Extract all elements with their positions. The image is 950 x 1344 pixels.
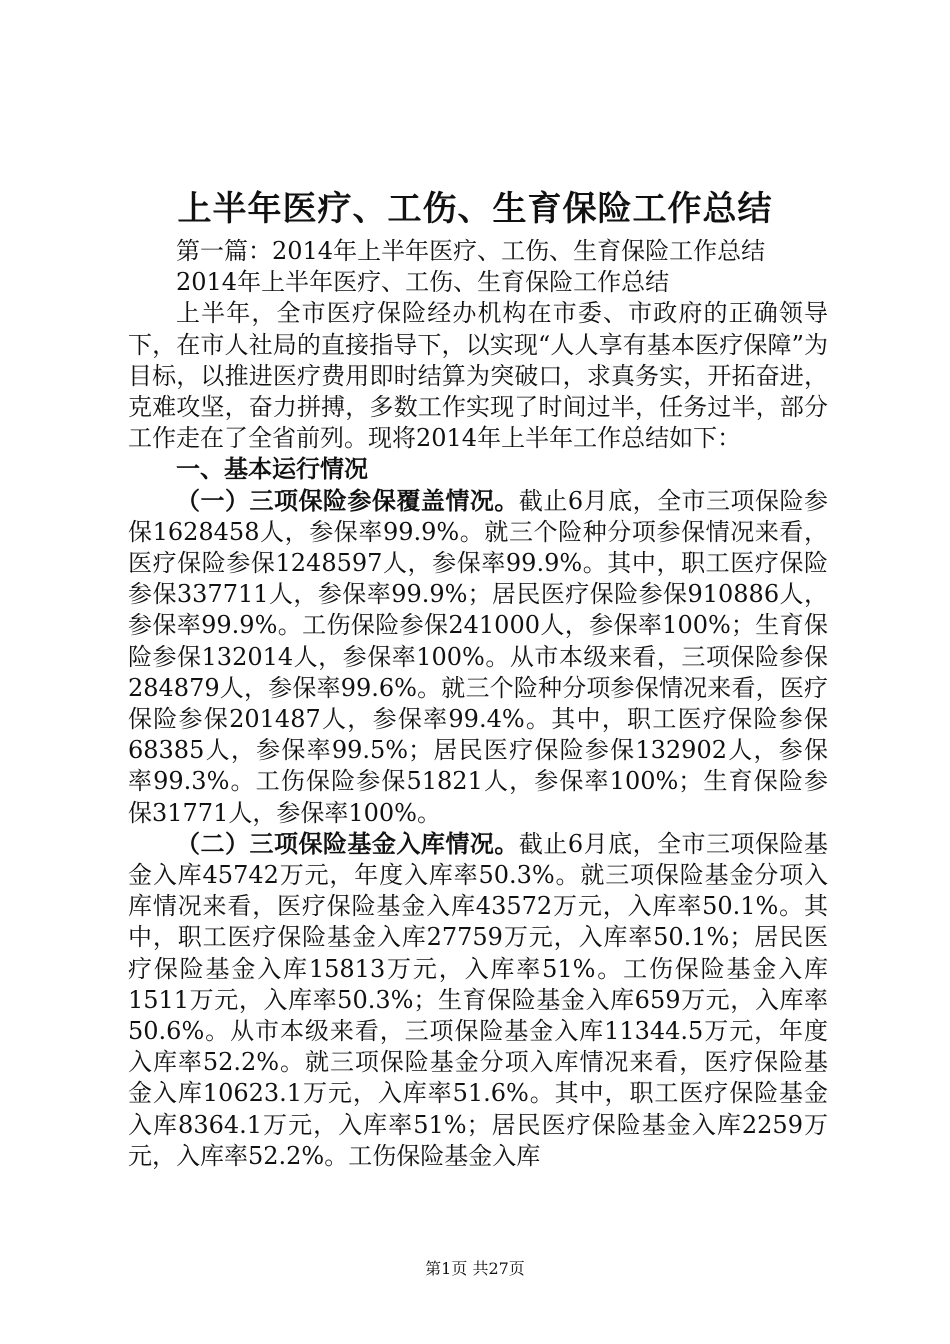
fund-text: 截止6月底，全市三项保险基金入库45742万元，年度入库率50.3%。就三项保险基金分项入库情况来看，医疗保险基金入库43572万元，入库率50.1%。其中，职工医疗保险基金入库27759万元，入库率50.1%；居民医疗保险基金入库15813万元，入库率51%。工伤保险基金入库1511万元，入库率50.3%；生育保险基金入库659万元，入库率50.6%。从市本级来看，三项保险基金入库11344.5万元，年度入库率52.2%。就三项保险基金分项入库情况来看，医疗保险基金入库10623.1万元，入库率51.6%。其中，职工医疗保险基金入库8364.1万元，入库率51%；居民医疗保险基金入库2259万元，入库率52.2%。工伤保险基金入库: [128, 829, 828, 1170]
subtitle-line: 第一篇：2014年上半年医疗、工伤、生育保险工作总结: [176, 237, 766, 265]
coverage-lead: （一）三项保险参保覆盖情况。: [176, 486, 519, 515]
fund-paragraph: [128, 829, 828, 1172]
section-heading: 一、基本运行情况: [176, 455, 368, 484]
coverage-paragraph: [128, 486, 828, 829]
document-title: 上半年医疗、工伤、生育保险工作总结: [177, 189, 773, 229]
page-footer: 第1页 共27页: [425, 1259, 525, 1278]
article-title: 2014年上半年医疗、工伤、生育保险工作总结: [176, 268, 670, 297]
intro-paragraph: 上半年，全市医疗保险经办机构在市委、市政府的正确领导下，在市人社局的直接指导下，以实现“人人享有基本医疗保障”为目标，以推进医疗费用即时结算为突破口，求真务实，开拓奋进，克难攻坚，奋力拼搏，多数工作实现了时间过半，任务过半，部分工作走在了全省前列。现将2014年上半年工作总结如下：: [128, 299, 828, 453]
fund-lead: （二）三项保险基金入库情况。: [176, 829, 519, 858]
coverage-text: 截止6月底，全市三项保险参保1628458人，参保率99.9%。就三个险种分项参保情况来看，医疗保险参保1248597人，参保率99.9%。其中，职工医疗保险参保337711人，参保率99.9%；居民医疗保险参保910886人，参保率99.9%。工伤保险参保241000人，参保率100%；生育保险参保132014人，参保率100%。从市本级来看，三项保险参保284879人，参保率99.6%。就三个险种分项参保情况来看，医疗保险参保201487人，参保率99.4%。其中，职工医疗保险参保68385人，参保率99.5%；居民医疗保险参保132902人，参保率99.3%。工伤保险参保51821人，参保率100%；生育保险参保31771人，参保率100%。: [128, 486, 828, 827]
document-body: [128, 236, 828, 1172]
